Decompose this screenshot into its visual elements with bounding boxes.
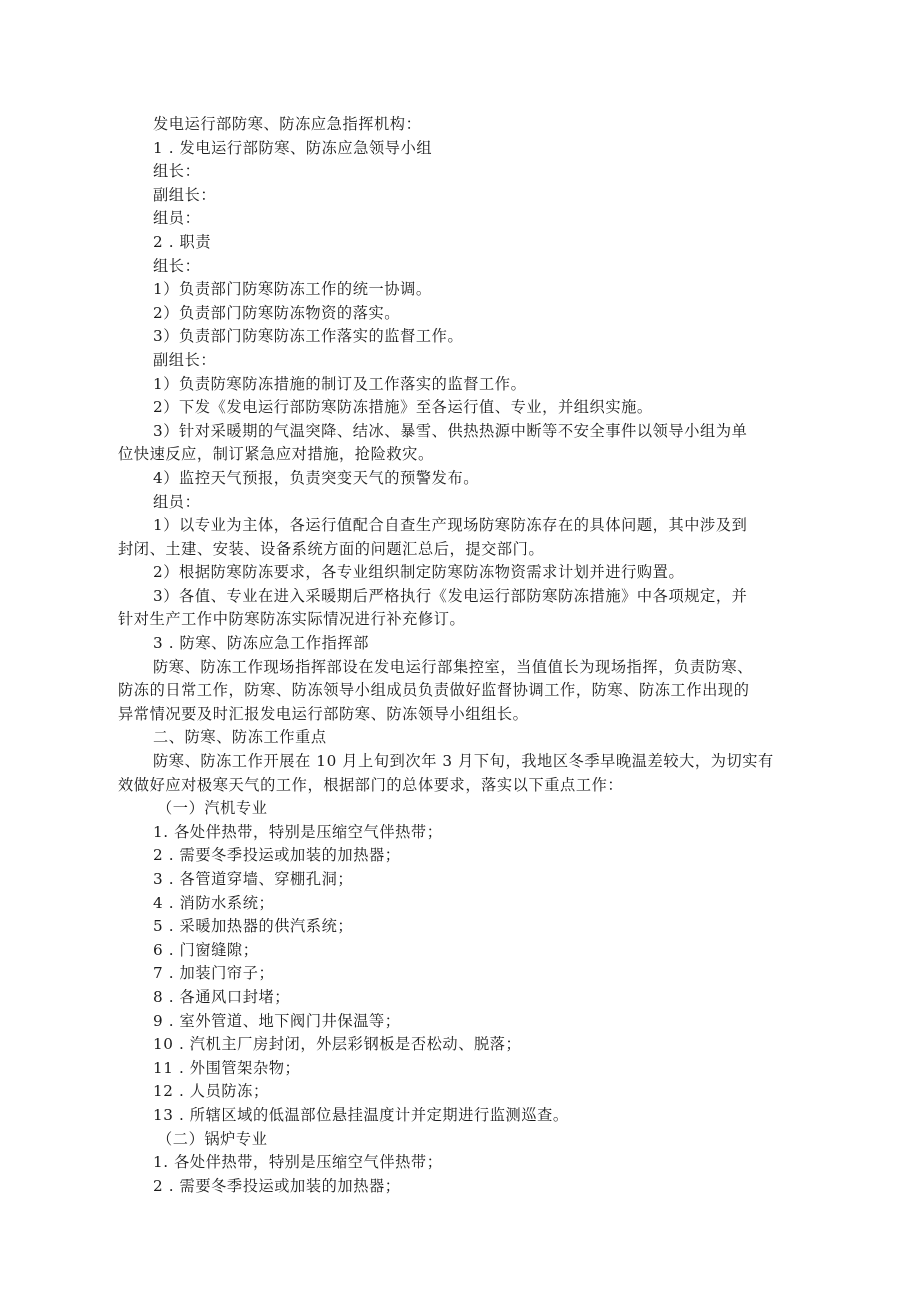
text-line: （二）锅炉专业 [157, 1129, 268, 1148]
text-line: 4）监控天气预报，负责突变天气的预警发布。 [153, 468, 480, 487]
text-line: 3）各值、专业在进入采暖期后严格执行《发电运行部防寒防冻措施》中各项规定，并 [153, 586, 748, 605]
text-line: 7 . 加装门帘子； [153, 964, 275, 983]
text-line: 1 . 发电运行部防寒、防冻应急领导小组 [153, 138, 433, 157]
text-line: 组员： [153, 209, 201, 228]
text-line: 8 . 各通风口封堵； [153, 987, 291, 1006]
text-line: 1. 各处伴热带，特别是压缩空气伴热带； [153, 1153, 443, 1172]
text-line: 9 . 室外管道、地下阀门井保温等； [153, 1011, 401, 1030]
text-line: 4 . 消防水系统； [153, 893, 275, 912]
text-line: 3 . 防寒、防冻应急工作指挥部 [153, 634, 369, 653]
text-line: 效做好应对极寒天气的工作，根据部门的总体要求，落实以下重点工作： [118, 775, 624, 794]
text-line: 组长： [153, 256, 201, 275]
text-line: 2）下发《发电运行部防寒防冻措施》至各运行值、专业，并组织实施。 [153, 398, 653, 417]
text-line: 3）针对采暖期的气温突降、结冰、暴雪、供热热源中断等不安全事件以领导小组为单 [153, 421, 748, 440]
text-line: 1. 各处伴热带，特别是压缩空气伴热带； [153, 822, 443, 841]
text-line: 12 . 人员防冻； [153, 1082, 269, 1101]
text-line: 2 . 需要冬季投运或加装的加热器； [153, 1176, 401, 1195]
text-line: 2）负责部门防寒防冻物资的落实。 [153, 303, 401, 322]
text-line: 位快速反应，制订紧急应对措施，抢险救灾。 [118, 445, 434, 464]
text-line: 异常情况要及时汇报发电运行部防寒、防冻领导小组组长。 [118, 704, 529, 723]
text-line: 副组长： [153, 350, 217, 369]
text-line: 3）负责部门防寒防冻工作落实的监督工作。 [153, 327, 464, 346]
text-line: 2）根据防寒防冻要求，各专业组织制定防寒防冻物资需求计划并进行购置。 [153, 563, 685, 582]
text-line: 10 . 汽机主厂房封闭，外层彩钢板是否松动、脱落； [153, 1035, 522, 1054]
text-line: （一）汽机专业 [157, 799, 268, 818]
text-line: 副组长： [153, 185, 217, 204]
text-line: 封闭、土建、安装、设备系统方面的问题汇总后，提交部门。 [118, 539, 545, 558]
text-line: 3 . 各管道穿墙、穿棚孔洞； [153, 870, 354, 888]
text-line: 11 . 外围管架杂物； [153, 1058, 301, 1077]
text-line: 1）负责部门防寒防冻工作的统一协调。 [153, 280, 432, 299]
text-line: 防寒、防冻工作现场指挥部设在发电运行部集控室，当值值长为现场指挥，负责防寒、 [153, 657, 753, 676]
text-line: 2 . 需要冬季投运或加装的加热器； [153, 846, 401, 865]
text-line: 发电运行部防寒、防冻应急指挥机构： [153, 115, 422, 133]
text-line: 针对生产工作中防寒防冻实际情况进行补充修订。 [118, 610, 466, 629]
text-line: 13 . 所辖区域的低温部位悬挂温度计并定期进行监测巡查。 [153, 1105, 569, 1124]
text-line: 二、防寒、防冻工作重点 [153, 728, 327, 747]
document-page [118, 113, 808, 1198]
text-line: 6 . 门窗缝隙； [153, 940, 259, 959]
text-line: 防寒、防冻工作开展在 10 月上旬到次年 3 月下旬，我地区冬季早晚温差较大，为切实有 [153, 752, 774, 771]
text-line: 防冻的日常工作，防寒、防冻领导小组成员负责做好监督协调工作，防寒、防冻工作出现的 [118, 681, 750, 700]
text-line: 1）负责防寒防冻措施的制订及工作落实的监督工作。 [153, 374, 527, 393]
text-line: 组员： [153, 492, 201, 511]
text-line: 组长： [153, 162, 201, 181]
text-line: 2 . 职责 [153, 232, 212, 251]
text-line: 5 . 采暖加热器的供汽系统； [153, 917, 354, 936]
text-line: 1）以专业为主体，各运行值配合自查生产现场防寒防冻存在的具体问题，其中涉及到 [153, 516, 748, 535]
